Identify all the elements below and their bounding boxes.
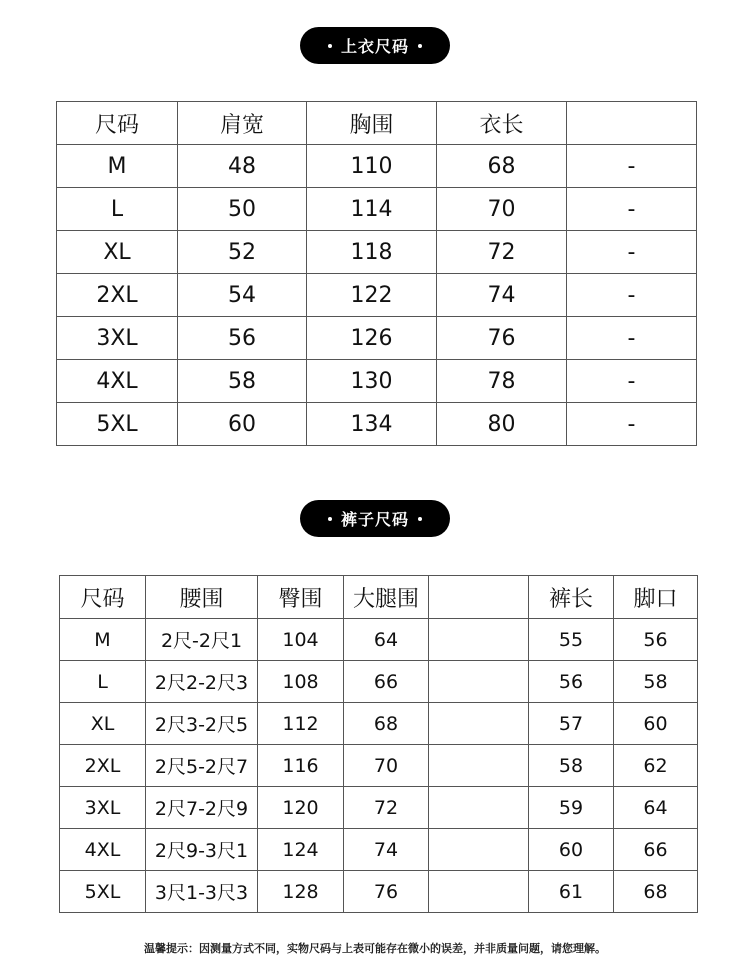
tops-table-cell: XL bbox=[57, 231, 178, 274]
tops-table-row bbox=[57, 188, 697, 231]
tops-table-row bbox=[57, 274, 697, 317]
pants-table-cell: 56 bbox=[614, 619, 698, 661]
bullet-dot-icon bbox=[328, 44, 332, 48]
pants-table-cell: 76 bbox=[344, 871, 429, 913]
pants-title: 裤子尺码 bbox=[340, 510, 409, 529]
bullet-dot-icon bbox=[328, 517, 332, 521]
tops-table-cell: 2XL bbox=[57, 274, 178, 317]
bullet-dot-icon bbox=[418, 517, 422, 521]
tops-table-cell: 48 bbox=[178, 145, 307, 188]
pants-table-cell: L bbox=[60, 661, 146, 703]
tops-table-cell: 68 bbox=[437, 145, 567, 188]
tops-table-cell: 80 bbox=[437, 403, 567, 446]
pants-table-row bbox=[60, 619, 698, 661]
tops-table-cell: L bbox=[57, 188, 178, 231]
pants-table-cell: 2尺5-2尺7 bbox=[146, 745, 258, 787]
tops-table-cell: 78 bbox=[437, 360, 567, 403]
tops-table-cell: - bbox=[567, 317, 697, 360]
pants-header-cell bbox=[429, 576, 529, 619]
tops-table-cell: - bbox=[567, 403, 697, 446]
pants-table-cell: 74 bbox=[344, 829, 429, 871]
pants-header-cell: 脚口 bbox=[614, 576, 698, 619]
tops-table-cell: 114 bbox=[307, 188, 437, 231]
pants-table-cell: 2尺9-3尺1 bbox=[146, 829, 258, 871]
tops-header-cell bbox=[567, 102, 697, 145]
pants-table-row bbox=[60, 745, 698, 787]
tops-table-cell: 58 bbox=[178, 360, 307, 403]
pants-table-row bbox=[60, 829, 698, 871]
tops-table-row bbox=[57, 360, 697, 403]
pants-table-cell: 57 bbox=[529, 703, 614, 745]
pants-title-badge bbox=[300, 500, 450, 537]
tops-table-cell: 134 bbox=[307, 403, 437, 446]
pants-table-cell bbox=[429, 871, 529, 913]
pants-table-cell: 124 bbox=[258, 829, 344, 871]
pants-size-table bbox=[59, 575, 698, 913]
pants-table-cell: 64 bbox=[344, 619, 429, 661]
pants-table-cell: 2尺2-2尺3 bbox=[146, 661, 258, 703]
pants-header-cell: 大腿围 bbox=[344, 576, 429, 619]
tops-table-row bbox=[57, 145, 697, 188]
tops-table-cell: 76 bbox=[437, 317, 567, 360]
pants-table-cell: 108 bbox=[258, 661, 344, 703]
pants-header-cell: 臀围 bbox=[258, 576, 344, 619]
pants-header-cell: 腰围 bbox=[146, 576, 258, 619]
tops-table-cell: 5XL bbox=[57, 403, 178, 446]
tops-table-cell: 130 bbox=[307, 360, 437, 403]
pants-table-cell: 3尺1-3尺3 bbox=[146, 871, 258, 913]
bullet-dot-icon bbox=[418, 44, 422, 48]
pants-table-row bbox=[60, 661, 698, 703]
tops-table-cell: 118 bbox=[307, 231, 437, 274]
pants-table-cell: 59 bbox=[529, 787, 614, 829]
pants-table-cell: 5XL bbox=[60, 871, 146, 913]
tops-table-cell: 110 bbox=[307, 145, 437, 188]
pants-table-cell: 56 bbox=[529, 661, 614, 703]
footer-note: 温馨提示：因测量方式不同，实物尺码与上表可能存在微小的误差，并非质量问题，请您理解。 bbox=[144, 942, 606, 955]
tops-table-cell: - bbox=[567, 360, 697, 403]
pants-table-cell: 66 bbox=[344, 661, 429, 703]
tops-table-cell: 60 bbox=[178, 403, 307, 446]
tops-table-cell: M bbox=[57, 145, 178, 188]
tops-table-cell: - bbox=[567, 231, 697, 274]
tops-header-cell: 胸围 bbox=[307, 102, 437, 145]
pants-table-cell: 4XL bbox=[60, 829, 146, 871]
tops-table-row bbox=[57, 403, 697, 446]
pants-table-cell: 61 bbox=[529, 871, 614, 913]
pants-table-cell: 68 bbox=[344, 703, 429, 745]
pants-table-cell: 128 bbox=[258, 871, 344, 913]
pants-table-cell: 116 bbox=[258, 745, 344, 787]
tops-table-cell: - bbox=[567, 188, 697, 231]
pants-table-cell bbox=[429, 745, 529, 787]
tops-table-cell: 54 bbox=[178, 274, 307, 317]
tops-table-cell: - bbox=[567, 145, 697, 188]
tops-header-cell: 肩宽 bbox=[178, 102, 307, 145]
pants-table-cell: 2XL bbox=[60, 745, 146, 787]
pants-table-cell: 3XL bbox=[60, 787, 146, 829]
tops-table-row bbox=[57, 317, 697, 360]
pants-table-cell bbox=[429, 787, 529, 829]
pants-table-cell: 68 bbox=[614, 871, 698, 913]
pants-table-cell: 55 bbox=[529, 619, 614, 661]
pants-table-cell: 58 bbox=[614, 661, 698, 703]
tops-header-cell: 尺码 bbox=[57, 102, 178, 145]
tops-table-cell: 70 bbox=[437, 188, 567, 231]
pants-table-cell: 58 bbox=[529, 745, 614, 787]
pants-table-cell: 60 bbox=[614, 703, 698, 745]
pants-table-cell: 72 bbox=[344, 787, 429, 829]
pants-table-cell bbox=[429, 703, 529, 745]
pants-table-cell: 62 bbox=[614, 745, 698, 787]
tops-table-cell: 72 bbox=[437, 231, 567, 274]
pants-header-row bbox=[60, 576, 698, 619]
pants-table-cell: 66 bbox=[614, 829, 698, 871]
tops-table-cell: 3XL bbox=[57, 317, 178, 360]
tops-header-cell: 衣长 bbox=[437, 102, 567, 145]
pants-table-cell: 2尺-2尺1 bbox=[146, 619, 258, 661]
pants-header-cell: 裤长 bbox=[529, 576, 614, 619]
tops-table-row bbox=[57, 231, 697, 274]
tops-table-cell: 74 bbox=[437, 274, 567, 317]
pants-table-cell: 120 bbox=[258, 787, 344, 829]
tops-title: 上衣尺码 bbox=[340, 37, 409, 56]
tops-table-cell: - bbox=[567, 274, 697, 317]
tops-header-row bbox=[57, 102, 697, 145]
pants-table-cell: 64 bbox=[614, 787, 698, 829]
pants-table-cell: 70 bbox=[344, 745, 429, 787]
pants-table-cell: XL bbox=[60, 703, 146, 745]
pants-table-cell bbox=[429, 619, 529, 661]
tops-title-badge bbox=[300, 27, 450, 64]
pants-table-cell: M bbox=[60, 619, 146, 661]
pants-table-cell: 104 bbox=[258, 619, 344, 661]
pants-table-row bbox=[60, 787, 698, 829]
tops-table-cell: 122 bbox=[307, 274, 437, 317]
tops-table-cell: 56 bbox=[178, 317, 307, 360]
pants-table-cell: 60 bbox=[529, 829, 614, 871]
pants-table-row bbox=[60, 703, 698, 745]
pants-table-cell bbox=[429, 661, 529, 703]
pants-header-cell: 尺码 bbox=[60, 576, 146, 619]
tops-table-cell: 126 bbox=[307, 317, 437, 360]
tops-table-cell: 4XL bbox=[57, 360, 178, 403]
pants-table-cell: 112 bbox=[258, 703, 344, 745]
pants-table-cell: 2尺3-2尺5 bbox=[146, 703, 258, 745]
pants-table-cell: 2尺7-2尺9 bbox=[146, 787, 258, 829]
tops-size-table bbox=[56, 101, 697, 446]
pants-table-cell bbox=[429, 829, 529, 871]
tops-table-cell: 50 bbox=[178, 188, 307, 231]
tops-table-cell: 52 bbox=[178, 231, 307, 274]
pants-table-row bbox=[60, 871, 698, 913]
